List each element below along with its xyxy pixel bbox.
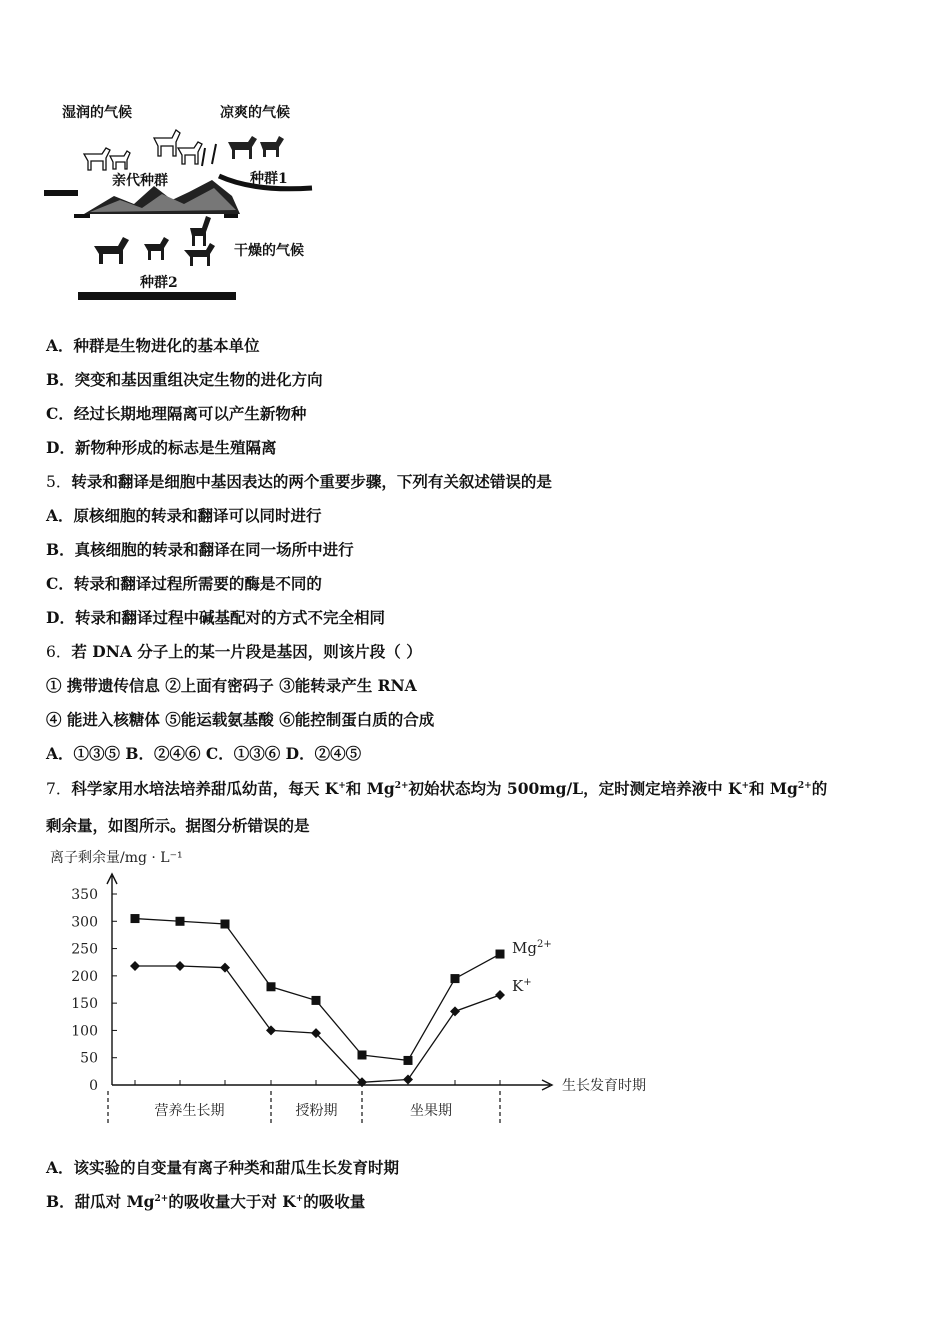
y-tick-label: 0 <box>89 1078 98 1094</box>
period-label: 坐果期 <box>410 1103 452 1119</box>
data-point-k <box>130 961 140 971</box>
y-axis-label: 离子剩余量/mg · L⁻¹ <box>50 850 183 866</box>
q6-items-line1: ① 携带遗传信息 ②上面有密码子 ③能转录产生 RNA <box>46 676 417 695</box>
data-point-mg <box>267 982 276 991</box>
series-line-mg <box>135 919 500 1061</box>
q5-stem: 5．转录和翻译是细胞中基因表达的两个重要步骤，下列有关叙述错误的是 <box>46 472 552 491</box>
q7-option-a: A．该实验的自变量有离子种类和甜瓜生长发育时期 <box>46 1158 400 1177</box>
ion-residual-chart <box>40 842 690 1134</box>
q5-option-c: C．转录和翻译过程所需要的酶是不同的 <box>46 574 322 593</box>
series-label-k: K+ <box>512 976 532 995</box>
data-point-k <box>220 963 230 973</box>
data-point-mg <box>131 914 140 923</box>
series-label-mg: $Mg^{2+}$ <box>512 939 552 958</box>
q6-options: A．①③⑤ B．②④⑥ C．①③⑥ D．②④⑤ <box>46 744 362 763</box>
q4-option-a: A．种群是生物进化的基本单位 <box>46 336 260 355</box>
data-point-mg <box>404 1056 413 1065</box>
period-label: 授粉期 <box>295 1103 338 1119</box>
chart-svg <box>40 842 690 1134</box>
q5-option-b: B．真核细胞的转录和翻译在同一场所中进行 <box>46 540 354 559</box>
q6-items-line2: ④ 能进入核糖体 ⑤能运载氨基酸 ⑥能控制蛋白质的合成 <box>46 710 435 729</box>
y-tick-label: 100 <box>71 1023 98 1040</box>
q5-option-d: D．转录和翻译过程中碱基配对的方式不完全相同 <box>46 608 385 627</box>
data-point-mg <box>176 917 185 926</box>
population-1-label: 种群1 <box>250 171 288 187</box>
parent-population-label: 亲代种群 <box>112 173 168 189</box>
humid-climate-label: 湿润的气候 <box>62 105 132 121</box>
q6-stem: 6．若 DNA 分子上的某一片段是基因，则该片段（ ） <box>46 642 422 661</box>
data-point-k <box>266 1025 276 1035</box>
data-point-mg <box>358 1050 367 1059</box>
q5-option-a: A．原核细胞的转录和翻译可以同时进行 <box>46 506 322 525</box>
y-tick-label: 150 <box>71 996 98 1013</box>
data-point-k <box>450 1006 460 1016</box>
dry-climate-label: 干燥的气候 <box>234 243 304 259</box>
data-point-k <box>403 1075 413 1085</box>
y-tick-label: 350 <box>71 887 98 903</box>
y-tick-label: 200 <box>71 968 98 985</box>
q4-option-b: B．突变和基因重组决定生物的进化方向 <box>46 370 323 389</box>
period-label: 营养生长期 <box>154 1103 225 1119</box>
y-tick-label: 250 <box>71 941 98 958</box>
cool-climate-label: 凉爽的气候 <box>220 105 290 121</box>
q7-option-b: B．甜瓜对 $Mg^{2+}$的吸收量大于对 K+的吸收量 <box>46 1192 366 1211</box>
q4-option-c: C．经过长期地理隔离可以产生新物种 <box>46 404 307 423</box>
q4-option-d: D．新物种形成的标志是生殖隔离 <box>46 438 277 457</box>
q7-stem-line2: 剩余量，如图所示。据图分析错误的是 <box>46 816 310 835</box>
q7-stem-line1: 7．科学家用水培法培养甜瓜幼苗，每天 K+和 $Mg^{2+}$初始状态均为 500mg/L，定时测定培养液中 K+和 $Mg^{2+}$的 <box>46 779 828 798</box>
data-point-mg <box>451 974 460 983</box>
data-point-mg <box>221 920 230 929</box>
population-2-label: 种群2 <box>140 275 178 291</box>
data-point-mg <box>312 996 321 1005</box>
data-point-k <box>495 990 505 1000</box>
data-point-k <box>175 961 185 971</box>
data-point-mg <box>496 950 505 959</box>
series-line-k <box>135 966 500 1082</box>
speciation-illustration <box>44 96 324 308</box>
y-tick-label: 50 <box>80 1050 98 1067</box>
y-tick-label: 300 <box>71 914 98 931</box>
x-axis-label: 生长发育时期 <box>562 1078 646 1094</box>
speciation-figure <box>44 96 324 308</box>
